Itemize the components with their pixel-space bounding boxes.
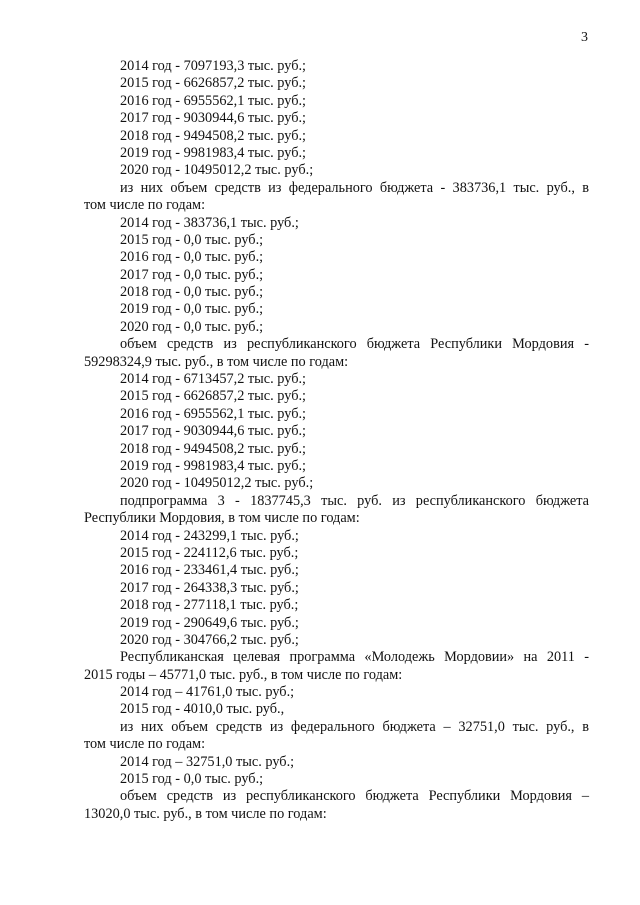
text-line: 2015 год - 0,0 тыс. руб.; [120,771,264,788]
text-line: 2015 год - 6626857,2 тыс. руб.; [120,75,307,92]
text-line: подпрограмма 3 - 1837745,3 тыс. руб. из республиканского бюджета [120,492,589,509]
text-line: 2018 год - 0,0 тыс. руб.; [120,284,264,301]
text-line: 2014 год – 32751,0 тыс. руб.; [120,753,295,770]
text-line: 59298324,9 тыс. руб., в том числе по годам: [84,353,349,370]
text-line: 2018 год - 9494508,2 тыс. руб.; [120,440,307,457]
text-line: 2017 год - 264338,3 тыс. руб.; [120,579,299,596]
text-line: Республиканская целевая программа «Молодежь Мордовии» на 2011 - [120,649,589,666]
text-line: 2017 год - 0,0 тыс. руб.; [120,266,264,283]
text-line: объем средств из республиканского бюджета Республики Мордовия – [120,788,589,805]
text-line: 2017 год - 9030944,6 тыс. руб.; [120,423,307,440]
text-line: 2014 год – 41761,0 тыс. руб.; [120,684,295,701]
text-line: 2016 год - 0,0 тыс. руб.; [120,249,264,266]
text-line: 2016 год - 233461,4 тыс. руб.; [120,562,299,579]
text-line: Республики Мордовия, в том числе по годам: [84,510,360,527]
text-line: 2014 год - 7097193,3 тыс. руб.; [120,58,307,74]
text-line: 2015 год - 0,0 тыс. руб.; [120,231,264,248]
text-line: 2018 год - 277118,1 тыс. руб.; [120,597,299,614]
text-line: 2020 год - 0,0 тыс. руб.; [120,318,264,335]
text-line: 2014 год - 243299,1 тыс. руб.; [120,527,299,544]
text-line: из них объем средств из федерального бюджета - 383736,1 тыс. руб., в [120,179,589,196]
text-line: 2015 годы – 45771,0 тыс. руб., в том числе по годам: [84,666,403,683]
text-line: 2020 год - 10495012,2 тыс. руб.; [120,162,314,179]
text-line: 2020 год - 304766,2 тыс. руб.; [120,631,299,648]
text-line: том числе по годам: [84,736,206,753]
text-line: 2019 год - 290649,6 тыс. руб.; [120,614,299,631]
text-line: 2017 год - 9030944,6 тыс. руб.; [120,110,307,127]
text-line: 2015 год - 6626857,2 тыс. руб.; [120,388,307,405]
text-line: том числе по годам: [84,197,206,214]
text-line: из них объем средств из федерального бюджета – 32751,0 тыс. руб., в [120,718,589,735]
text-line: 2014 год - 383736,1 тыс. руб.; [120,214,299,231]
text-line: объем средств из республиканского бюджета Республики Мордовия - [120,336,589,353]
document-body [84,58,589,823]
page-number: 3 [581,30,588,45]
text-line: 2019 год - 0,0 тыс. руб.; [120,301,264,318]
text-line: 2015 год - 4010,0 тыс. руб., [120,701,285,718]
text-line: 2016 год - 6955562,1 тыс. руб.; [120,92,307,109]
text-line: 2019 год - 9981983,4 тыс. руб.; [120,144,307,161]
text-line: 2019 год - 9981983,4 тыс. руб.; [120,457,307,474]
text-line: 2016 год - 6955562,1 тыс. руб.; [120,405,307,422]
text-line: 13020,0 тыс. руб., в том числе по годам: [84,805,327,822]
text-line: 2020 год - 10495012,2 тыс. руб.; [120,475,314,492]
text-line: 2014 год - 6713457,2 тыс. руб.; [120,371,307,388]
text-line: 2015 год - 224112,6 тыс. руб.; [120,544,299,561]
text-line: 2018 год - 9494508,2 тыс. руб.; [120,127,307,144]
